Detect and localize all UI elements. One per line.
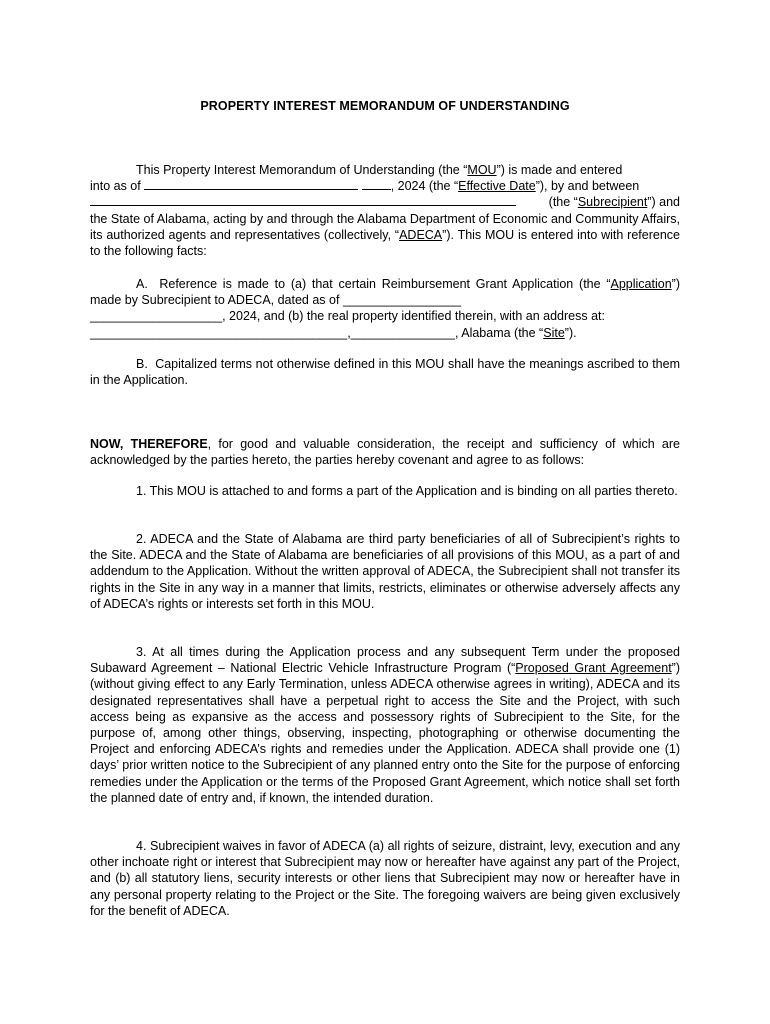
- subrecipient-blank: [90, 194, 516, 206]
- now-therefore-paragraph: NOW, THEREFORE, for good and valuable consideration, the receipt and sufficiency of which are acknowledged by the parties hereto, the parties hereby covenant and agree to as follows:: [90, 437, 680, 468]
- address-blank: _____________________________________,_______________: [90, 325, 455, 340]
- dated-blank-2: ___________________: [90, 309, 223, 324]
- section-1: 1. This MOU is attached to and forms a part of the Application and is binding on all parties thereto.: [136, 484, 678, 498]
- day-blank: [362, 178, 391, 190]
- mou-term: MOU: [467, 163, 497, 177]
- site-term: Site: [543, 325, 565, 340]
- date-blank: [144, 178, 358, 190]
- adeca-term: ADECA: [399, 227, 443, 242]
- application-term: Application: [610, 277, 672, 291]
- recital-b: B. Capitalized terms not otherwise defined in this MOU shall have the meanings ascribed to them in the Application.: [90, 357, 681, 388]
- document-title: PROPERTY INTEREST MEMORANDUM OF UNDERSTANDING: [200, 99, 570, 113]
- effective-date-term: Effective Date: [458, 179, 536, 194]
- intro-paragraph: This Property Interest Memorandum of Understanding (the “MOU”) is made and entered into as of , 2024 (the “Effective Date”), by and between (the “Subrecipient”) and the State of Alabama, acting by and through the Alabama Department of Economic and Community Affairs, its authorized agents and representatives (collectively, “ADECA”). This MOU is entered into with reference to the following facts:: [90, 163, 680, 259]
- recital-a: A. Reference is made to (a) that certain Reimbursement Grant Application (the “Application”) made by Subrecipient to ADECA, dated as of _________________ ___________________, 2024, and (b) the real property identified therein, with an address at: _____________________________________,_______________, Alabama (the “Site”).: [90, 277, 680, 340]
- proposed-grant-agreement-term: Proposed Grant Agreement: [515, 661, 672, 676]
- dated-blank: _________________: [342, 293, 462, 308]
- subrecipient-term: Subrecipient: [577, 195, 648, 210]
- section-2: 2. ADECA and the State of Alabama are third party beneficiaries of all of Subrecipient’s rights to the Site. ADECA and the State of Alabama are beneficiaries of all provisions of this MOU, as a part of and addendum to the Application. Without the written approval of ADECA, the Subrecipient shall not transfer its rights in the Site in any way in a manner that limits, restricts, eliminates or otherwise adversely affects any of ADECA’s rights or interests set forth in this MOU.: [90, 532, 680, 611]
- now-therefore-heading: NOW, THEREFORE: [90, 437, 208, 451]
- section-4: 4. Subrecipient waives in favor of ADECA (a) all rights of seizure, distraint, levy, execution and any other inchoate right or interest that Subrecipient may now or hereafter have against any part of the Project, and (b) all statutory liens, security interests or other liens that Subrecipient may now or hereafter have in any personal property relating to the Project or the Site. The foregoing waivers are being given exclusively for the benefit of ADECA.: [90, 839, 680, 918]
- section-3: 3. At all times during the Application process and any subsequent Term under the proposed Subaward Agreement – National Electric Vehicle Infrastructure Program (“Proposed Grant Agreement”) (without giving effect to any Early Termination, unless ADECA otherwise agrees in writing), ADECA and its designated representatives shall have a perpetual right to access the Site and the Project, with such access being as expansive as the access and possessory rights of Subrecipient to the Site, for the purpose of, among other things, observing, inspecting, photographing or otherwise documenting the Project and enforcing ADECA’s rights and remedies under the Application. ADECA shall provide one (1) days’ prior written notice to the Subrecipient of any planned entry onto the Site for the purpose of enforcing remedies under the Application or the terms of the Proposed Grant Agreement, which notice shall set forth the planned date of entry and, if known, the intended duration.: [90, 645, 680, 805]
- intro-text: This Property Interest Memorandum of Understanding (the “: [136, 163, 468, 177]
